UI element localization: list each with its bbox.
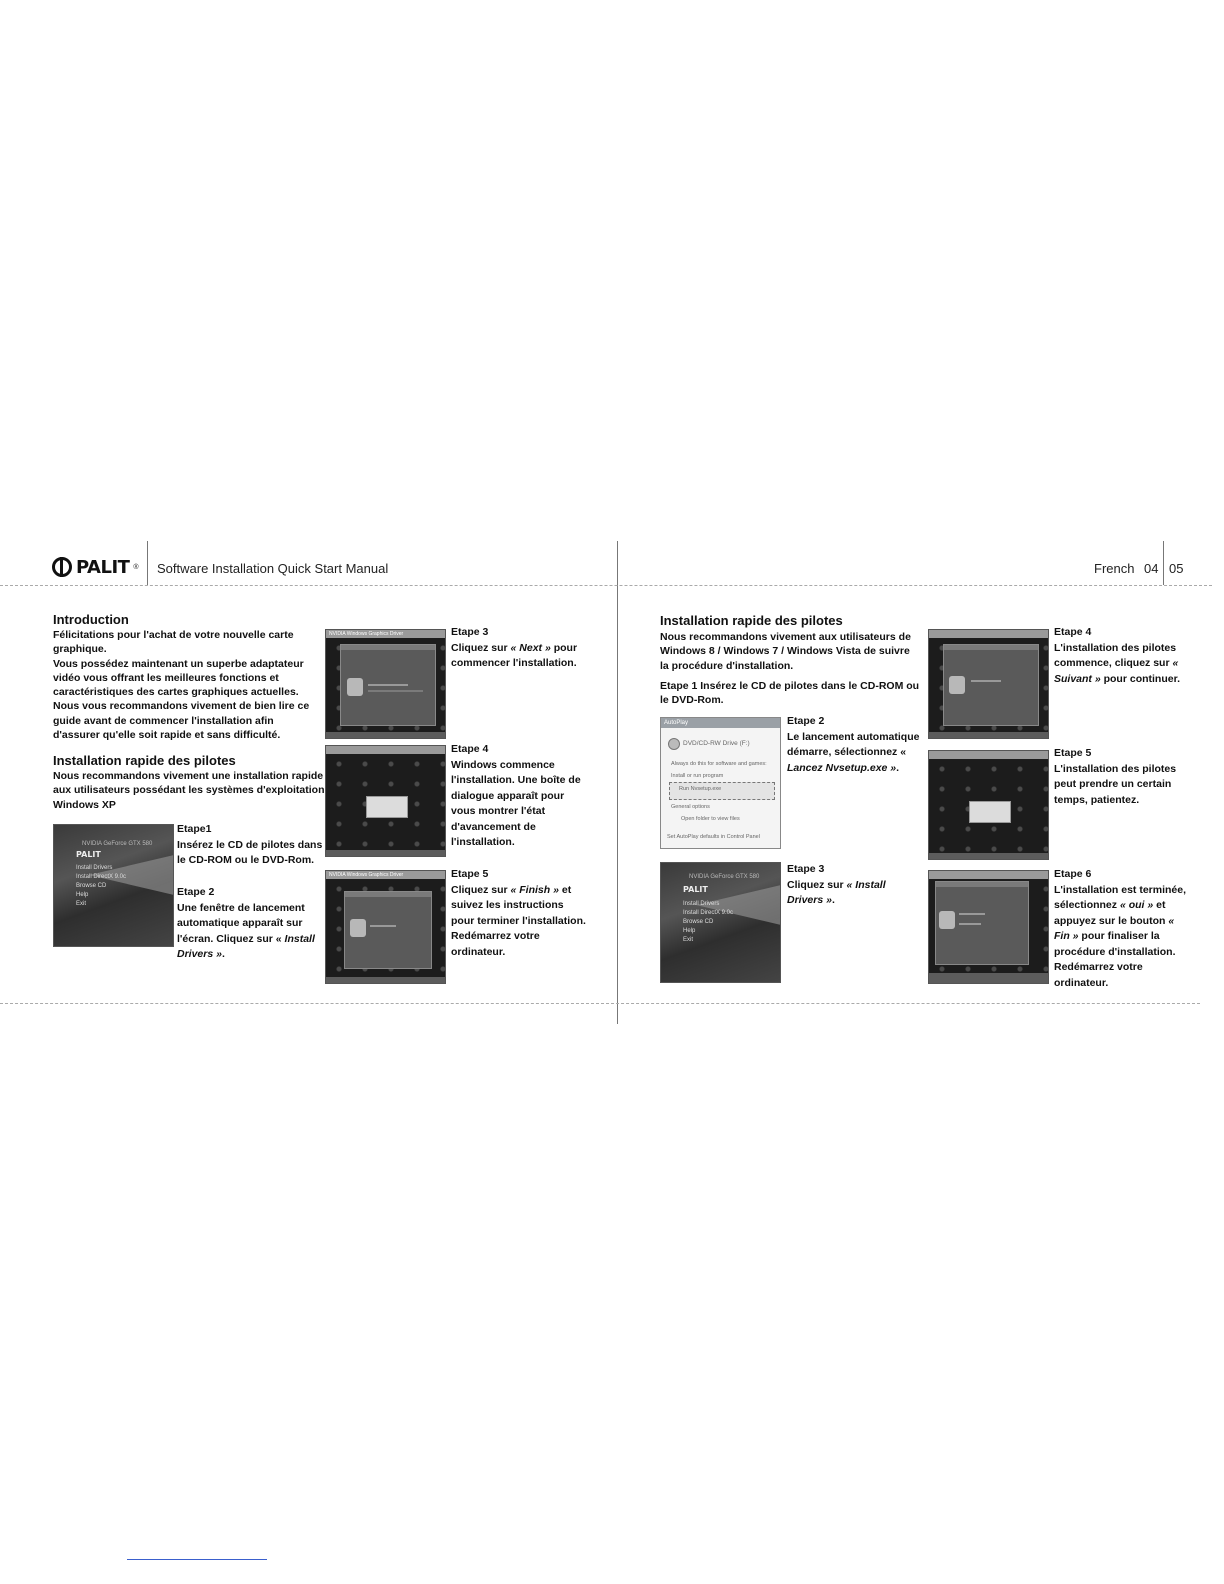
- manual-title: Software Installation Quick Start Manual: [157, 561, 389, 576]
- autoplay-open-folder[interactable]: Open folder to view files: [681, 816, 740, 822]
- step-text-end: pour continuer.: [1100, 672, 1181, 685]
- install-heading-vista: Installation rapide des pilotes: [660, 613, 843, 628]
- xp-step5: [451, 867, 586, 960]
- step-text-end: et suivez les instructions pour terminer l'installation. Redémarrez votre ordinateur.: [451, 883, 586, 958]
- vista-step6-screenshot: [928, 870, 1049, 984]
- menu-item-exit: Exit: [683, 937, 694, 943]
- step-text-end: .: [896, 761, 900, 774]
- step-label: Etape 6: [1054, 868, 1092, 880]
- menu-item-install-drivers: Install Drivers: [683, 901, 720, 907]
- language-label: French: [1094, 561, 1135, 576]
- autoplay-screenshot: [660, 717, 781, 849]
- menu-item-exit: Exit: [76, 901, 87, 907]
- intro-paragraph: Nous vous recommandons vivement de bien lire ce guide avant de commencer l'installation afin d'assurer qu'elle soit rapide et sans difficulté.: [53, 700, 310, 742]
- step-emphasis-2: « Fin »: [1054, 914, 1175, 942]
- step-text: Le lancement automatique démarre, sélectionnez «: [787, 730, 920, 758]
- step-text: L'installation est terminée, sélectionnez: [1054, 883, 1187, 911]
- vista-step6: [1054, 867, 1188, 991]
- autoplay-drive: DVD/CD-RW Drive (F:): [683, 740, 750, 747]
- xp-step3: [451, 625, 586, 672]
- step-text: Insérez le CD de pilotes dans le CD-ROM ou le DVD-Rom.: [177, 838, 323, 866]
- step-emphasis: Install Drivers »: [177, 932, 315, 960]
- autorun-menu-screenshot: [53, 824, 174, 947]
- step-label: Etape 2: [787, 715, 825, 727]
- intro-body: [53, 628, 315, 742]
- xp-step1: [177, 822, 325, 869]
- autoplay-install-header: Install or run program: [671, 773, 724, 779]
- xp-step4: [451, 742, 583, 851]
- step-label: Etape 5: [451, 868, 489, 880]
- step-text: Cliquez sur: [787, 878, 847, 891]
- vista-step1: Etape 1 Insérez le CD de pilotes dans le CD-ROM ou le DVD-Rom.: [660, 680, 920, 707]
- step-label: Etape 3: [451, 626, 489, 638]
- intro-paragraph: Félicitations pour l'achat de votre nouvelle carte graphique.: [53, 629, 294, 656]
- footer-rule: [0, 1003, 1200, 1004]
- step-label: Etape 2: [177, 886, 215, 898]
- step-text: Cliquez sur: [451, 883, 511, 896]
- footnote-line: [127, 1559, 267, 1560]
- install-body-vista: Nous recommandons vivement aux utilisateurs de Windows 8 / Windows 7 / Windows Vista de suivre la procédure d'installation.: [660, 631, 911, 672]
- step-text: Une fenêtre de lancement automatique apparaît sur l'écran. Cliquez sur «: [177, 901, 305, 945]
- page-number-divider: [1163, 541, 1164, 585]
- autoplay-always: Always do this for software and games:: [671, 761, 767, 767]
- palit-logo: [52, 555, 139, 579]
- registered-mark: ®: [133, 563, 139, 571]
- vista-step5: [1054, 746, 1182, 808]
- step-emphasis: « Next »: [510, 641, 551, 654]
- step-label: Etape 3: [787, 863, 825, 875]
- step-emphasis: Lancez Nvsetup.exe »: [787, 761, 897, 774]
- step-emphasis: « Suivant »: [1054, 657, 1179, 685]
- palit-logo-icon: [52, 557, 72, 577]
- autoplay-footer[interactable]: Set AutoPlay defaults in Control Panel: [667, 834, 760, 840]
- xp-step4-screenshot: [325, 745, 446, 857]
- page-number-right: 05: [1169, 561, 1184, 576]
- step-label: Etape 4: [451, 743, 489, 755]
- step-emphasis: « oui »: [1119, 899, 1154, 911]
- autoplay-run-option[interactable]: Run Nvsetup.exe: [679, 786, 722, 792]
- xp-step5-screenshot: [325, 870, 446, 984]
- step-text: L'installation des pilotes peut prendre un certain temps, patientez.: [1054, 762, 1177, 806]
- step-text-end: .: [831, 894, 835, 906]
- intro-heading: Introduction: [53, 612, 129, 627]
- page-number-left: 04: [1144, 561, 1159, 576]
- vista-menu-screenshot: [660, 862, 781, 983]
- window-title: NVIDIA Windows Graphics Driver: [326, 871, 445, 879]
- menu-item-install-drivers: Install Drivers: [76, 865, 113, 871]
- menu-item-help: Help: [76, 892, 89, 898]
- vista-step4: [1054, 625, 1186, 687]
- step-text: Cliquez sur: [451, 641, 511, 654]
- autoplay-general: General options: [671, 804, 710, 810]
- menu-brand: PALIT: [683, 885, 708, 894]
- menu-brand: PALIT: [76, 850, 101, 859]
- vista-step4-screenshot: [928, 629, 1049, 739]
- menu-item-help: Help: [683, 928, 696, 934]
- install-body-xp: Nous recommandons vivement une installation rapide aux utilisateurs possédant les systèmes d'exploitation Windows XP: [53, 770, 325, 811]
- step-text-end: .: [221, 948, 225, 960]
- xp-step2: [177, 885, 317, 963]
- install-heading-xp: Installation rapide des pilotes: [53, 753, 236, 768]
- step-label: Etape1: [177, 823, 212, 835]
- window-title: NVIDIA Windows Graphics Driver: [326, 630, 445, 638]
- vista-step3: [787, 862, 907, 909]
- autoplay-title: AutoPlay: [661, 718, 780, 728]
- xp-step3-screenshot: [325, 629, 446, 739]
- menu-item-directx: Install DirectX 9.0c: [683, 910, 734, 916]
- menu-item-browse: Browse CD: [683, 919, 714, 925]
- brand-name: PALIT: [76, 556, 130, 578]
- step-text-mid: et appuyez sur le bouton: [1054, 899, 1169, 927]
- menu-title: NVIDIA GeForce GTX 580: [82, 841, 153, 847]
- header-divider-left: [147, 541, 148, 585]
- step-text: L'installation des pilotes commence, cliquez sur: [1054, 641, 1177, 669]
- menu-item-browse: Browse CD: [76, 883, 107, 889]
- step-label: Etape 5: [1054, 747, 1092, 759]
- step-text: Windows commence l'installation. Une boîte de dialogue apparaît pour vous montrer l'état d'avancement de l'installation.: [451, 758, 581, 848]
- center-fold: [617, 541, 618, 1024]
- menu-title: NVIDIA GeForce GTX 580: [689, 874, 760, 880]
- menu-item-directx: Install DirectX 9.0c: [76, 874, 127, 880]
- header-rule: [0, 585, 1212, 586]
- vista-step5-screenshot: [928, 750, 1049, 860]
- step-text-end: pour commencer l'installation.: [451, 641, 578, 669]
- step-text-end: pour finaliser la procédure d'installation. Redémarrez votre ordinateur.: [1054, 930, 1176, 989]
- vista-step2: [787, 714, 921, 776]
- step-label: Etape 4: [1054, 626, 1092, 638]
- step-emphasis: « Install Drivers »: [787, 878, 886, 906]
- step-emphasis: « Finish »: [510, 883, 559, 896]
- intro-paragraph: Vous possédez maintenant un superbe adaptateur vidéo vous offrant les meilleures fonctions et caractéristiques des cartes graphiques actuelles.: [53, 657, 304, 699]
